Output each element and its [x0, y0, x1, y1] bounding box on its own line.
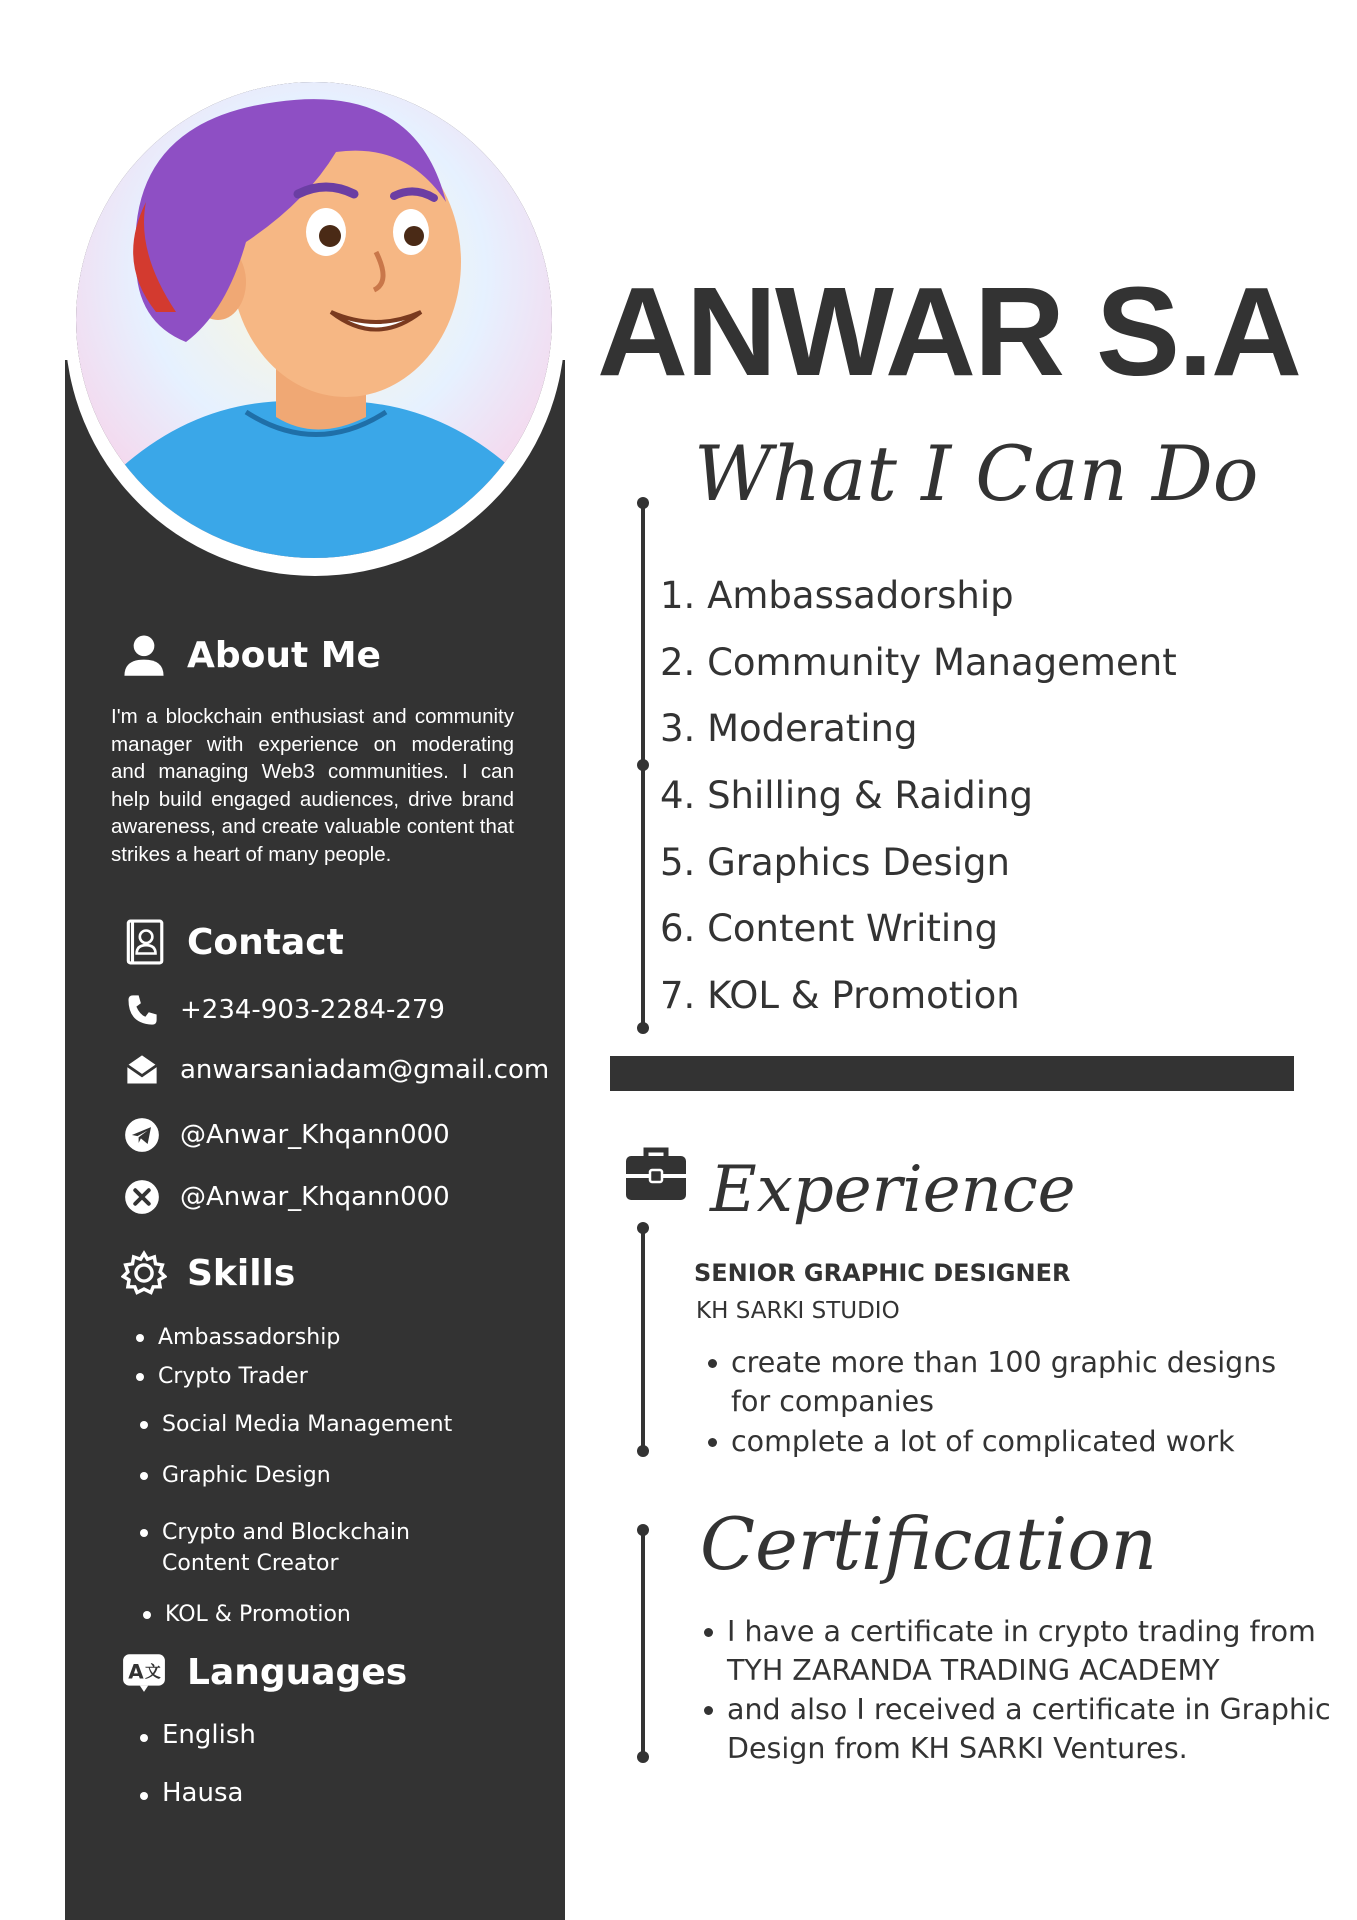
certification-bullet-continued: Design from KH SARKI Ventures.	[727, 1732, 1188, 1765]
certification-bullet: I have a certificate in crypto trading from	[727, 1612, 1316, 1651]
x-handle: @Anwar_Khqann000	[180, 1182, 450, 1212]
svg-text:文: 文	[145, 1662, 161, 1682]
phone-number: +234-903-2284-279	[180, 995, 445, 1025]
user-icon	[121, 632, 167, 678]
services-heading: What I Can Do	[694, 429, 1259, 518]
skill-item: Crypto and Blockchain	[162, 1517, 410, 1548]
timeline-dot	[637, 1524, 649, 1536]
experience-bullet-continued: for companies	[731, 1385, 935, 1418]
contact-heading	[121, 917, 344, 967]
gear-icon	[121, 1250, 167, 1296]
skill-item: Ambassadorship	[158, 1322, 340, 1353]
skill-item: Social Media Management	[162, 1409, 452, 1440]
profile-name: ANWAR S.A	[597, 261, 1300, 402]
service-item: 6. Content Writing	[660, 907, 999, 950]
language-item: Hausa	[162, 1778, 244, 1808]
about-text: I'm a blockchain enthusiast and community manager with experience on moderating and managing Web3 communities. I can help build engaged audiences, drive brand awareness, and create valuable content that strikes a heart of many people.	[111, 705, 514, 866]
company-name: KH SARKI STUDIO	[696, 1298, 900, 1324]
service-item: 5. Graphics Design	[660, 841, 1010, 884]
skill-item: Graphic Design	[162, 1460, 331, 1491]
contact-x[interactable]	[124, 1179, 450, 1215]
experience-timeline	[641, 1228, 645, 1452]
languages-heading-label: Languages	[187, 1651, 408, 1693]
briefcase-icon	[624, 1146, 688, 1202]
contact-email[interactable]	[124, 1052, 549, 1088]
languages-heading	[121, 1647, 407, 1697]
timeline-dot	[637, 497, 649, 509]
timeline-dot	[637, 1751, 649, 1763]
email-address: anwarsaniadam@gmail.com	[180, 1055, 550, 1085]
telegram-handle: @Anwar_Khqann000	[180, 1120, 450, 1150]
skill-item: KOL & Promotion	[165, 1599, 351, 1630]
timeline-dot	[637, 1022, 649, 1034]
service-item: 1. Ambassadorship	[660, 574, 1014, 617]
service-item: 4. Shilling & Raiding	[660, 774, 1033, 817]
about-heading	[121, 630, 381, 680]
contact-book-icon	[121, 919, 167, 965]
experience-bullet: create more than 100 graphic designs	[731, 1343, 1276, 1382]
service-item: 3. Moderating	[660, 707, 918, 750]
skills-heading	[121, 1248, 295, 1298]
about-heading-label: About Me	[187, 634, 381, 676]
job-title: SENIOR GRAPHIC DESIGNER	[694, 1259, 1071, 1287]
timeline-dot	[637, 759, 649, 771]
certification-heading: Certification	[700, 1502, 1158, 1586]
avatar	[76, 82, 552, 558]
skill-item-continued: Content Creator	[162, 1551, 339, 1576]
avatar-illustration	[76, 82, 552, 558]
experience-heading: Experience	[710, 1153, 1076, 1227]
translate-icon	[121, 1649, 167, 1695]
certification-bullet: and also I received a certificate in Graphic	[727, 1690, 1331, 1729]
certification-bullet-continued: TYH ZARANDA TRADING ACADEMY	[727, 1654, 1220, 1687]
experience-bullet: complete a lot of complicated work	[731, 1422, 1235, 1461]
certification-timeline	[641, 1530, 645, 1758]
language-item: English	[162, 1720, 256, 1750]
skill-item: Crypto Trader	[158, 1361, 308, 1392]
section-divider	[610, 1056, 1294, 1091]
telegram-icon	[124, 1117, 160, 1153]
x-logo-icon	[124, 1179, 160, 1215]
contact-phone[interactable]	[124, 992, 445, 1028]
svg-text:A: A	[128, 1660, 144, 1684]
contact-heading-label: Contact	[187, 921, 344, 963]
contact-telegram[interactable]	[124, 1117, 450, 1153]
envelope-icon	[124, 1052, 160, 1088]
skills-heading-label: Skills	[187, 1252, 296, 1294]
timeline-dot	[637, 1445, 649, 1457]
timeline-dot	[637, 1222, 649, 1234]
service-item: 7. KOL & Promotion	[660, 974, 1020, 1017]
phone-icon	[124, 992, 160, 1028]
service-item: 2. Community Management	[660, 641, 1177, 684]
